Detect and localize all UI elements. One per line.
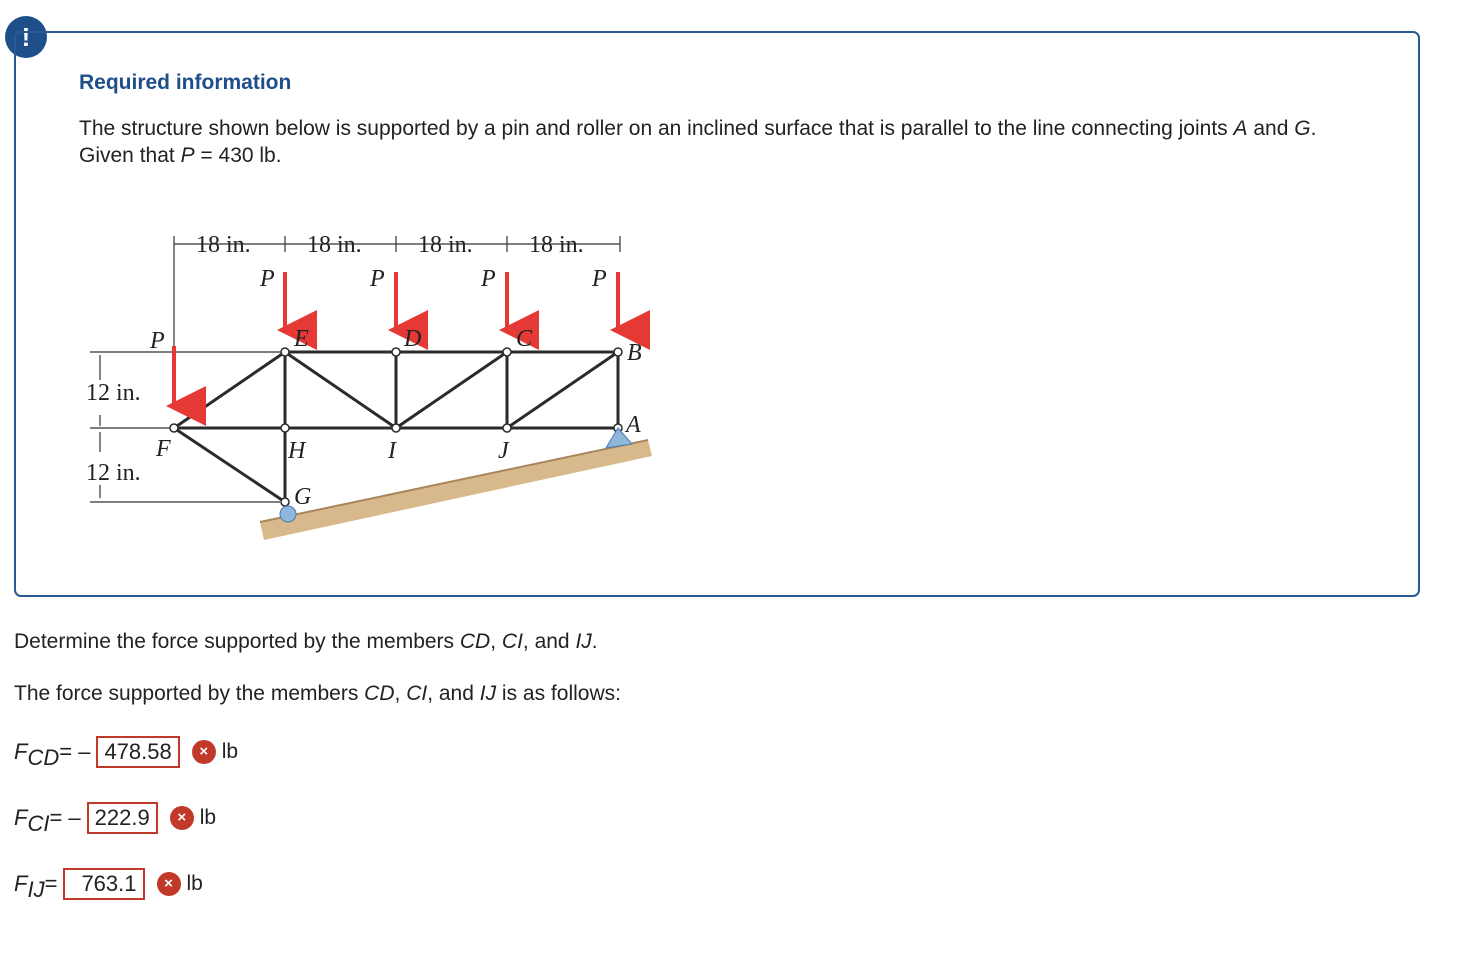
- dim-label-3: 18 in.: [418, 232, 473, 258]
- joint-pin-i: [392, 424, 400, 432]
- joint-label-i: I: [388, 438, 396, 464]
- dim-label-1: 18 in.: [196, 232, 251, 258]
- wrong-x-icon: ×: [192, 740, 216, 764]
- joint-pin-j: [503, 424, 511, 432]
- inclined-ground: [260, 440, 652, 540]
- unit-label: lb: [199, 806, 217, 829]
- answer-label-fij: F $_{IJ}$ =: [14, 871, 58, 902]
- joint-pin-e: [281, 348, 289, 356]
- wrong-x-icon: ×: [170, 806, 194, 830]
- joint-label-f: F: [156, 436, 171, 462]
- answer-intro: The force supported by the members CD, CI, and IJ is as follows:: [14, 682, 621, 705]
- load-label-e: P: [260, 266, 275, 292]
- joint-label-d: D: [404, 326, 422, 352]
- wrong-x-icon: ×: [157, 872, 181, 896]
- info-title: Required information: [79, 71, 292, 94]
- answer-input-fij[interactable]: 763.1: [63, 868, 144, 900]
- answer-label-fcd: F $_{CD}$ = –: [14, 739, 91, 770]
- exclamation-icon: !: [21, 22, 31, 52]
- joint-pin-g: [281, 498, 289, 506]
- load-label-c: P: [481, 266, 496, 292]
- joint-pin-f: [170, 424, 178, 432]
- unit-label: lb: [186, 872, 203, 895]
- joint-pin-h: [281, 424, 289, 432]
- joint-label-e: E: [294, 326, 309, 352]
- joint-label-b: B: [627, 340, 642, 366]
- joint-label-a: A: [626, 412, 641, 438]
- question-prompt: Determine the force supported by the members CD, CI, and IJ.: [14, 630, 598, 653]
- joint-label-j: J: [498, 438, 509, 464]
- height-label-2: 12 in.: [86, 460, 141, 486]
- dim-label-2: 18 in.: [307, 232, 362, 258]
- answer-row-fcd: [14, 734, 238, 770]
- joint-pin-c: [503, 348, 511, 356]
- answer-label-fci: F $_{CI}$ = –: [14, 805, 81, 836]
- answer-input-fcd[interactable]: 478.58: [96, 736, 179, 768]
- answer-input-fci[interactable]: 222.9: [87, 802, 158, 834]
- dim-label-4: 18 in.: [529, 232, 584, 258]
- info-description: The structure shown below is supported by a pin and roller on an inclined surface that is parallel to the line connecting joints A and G. Given that P = 430 lb.: [79, 117, 1317, 167]
- load-label-b: P: [592, 266, 607, 292]
- load-label-d: P: [370, 266, 385, 292]
- unit-label: lb: [221, 740, 239, 763]
- truss-figure: [70, 200, 670, 560]
- joint-label-g: G: [294, 484, 312, 510]
- load-label-f: P: [150, 328, 165, 354]
- joint-pin-d: [392, 348, 400, 356]
- joint-label-c: C: [516, 326, 533, 352]
- height-label-1: 12 in.: [86, 380, 141, 406]
- joint-pin-b: [614, 348, 622, 356]
- answer-row-fci: [14, 800, 216, 836]
- joint-label-h: H: [288, 438, 306, 464]
- answer-row-fij: [14, 866, 203, 902]
